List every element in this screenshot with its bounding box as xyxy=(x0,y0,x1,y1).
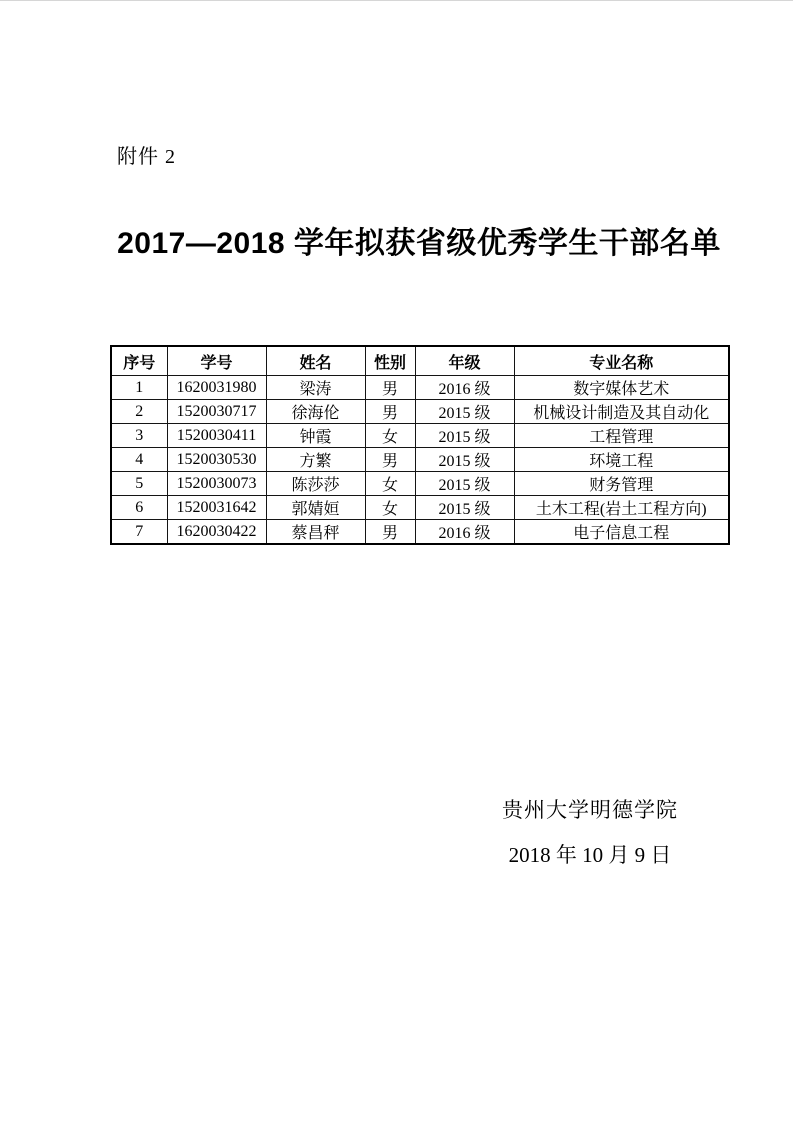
table-row xyxy=(111,448,729,472)
table-cell: 陈莎莎 xyxy=(266,472,365,496)
table-cell: 女 xyxy=(365,472,415,496)
table-row xyxy=(111,376,729,400)
table-cell: 1520031642 xyxy=(167,496,266,520)
table-cell: 1520030530 xyxy=(167,448,266,472)
table-cell: 女 xyxy=(365,424,415,448)
table-cell: 2015 级 xyxy=(415,400,514,424)
table-row xyxy=(111,520,729,545)
table-cell: 2015 级 xyxy=(415,472,514,496)
table-cell: 徐海伦 xyxy=(266,400,365,424)
column-header: 姓名 xyxy=(266,346,365,376)
table-cell: 男 xyxy=(365,400,415,424)
signature-date: 2018 年 10 月 9 日 xyxy=(508,843,672,867)
table-cell: 女 xyxy=(365,496,415,520)
table-cell: 方繁 xyxy=(266,448,365,472)
table-cell: 男 xyxy=(365,376,415,400)
student-table xyxy=(110,345,730,545)
table-row xyxy=(111,496,729,520)
column-header: 年级 xyxy=(415,346,514,376)
table-cell: 2016 级 xyxy=(415,520,514,545)
table-cell: 2015 级 xyxy=(415,448,514,472)
table-cell: 1520030073 xyxy=(167,472,266,496)
table-cell: 5 xyxy=(111,472,167,496)
table-cell: 1620030422 xyxy=(167,520,266,545)
column-header: 序号 xyxy=(111,346,167,376)
table-row xyxy=(111,400,729,424)
column-header: 性别 xyxy=(365,346,415,376)
table-cell: 2 xyxy=(111,400,167,424)
table-cell: 郭婧姮 xyxy=(266,496,365,520)
signature-organization: 贵州大学明德学院 xyxy=(502,798,678,822)
table-row xyxy=(111,424,729,448)
table-cell: 2015 级 xyxy=(415,424,514,448)
table-cell: 电子信息工程 xyxy=(514,520,729,545)
table-cell: 工程管理 xyxy=(514,424,729,448)
table-cell: 数字媒体艺术 xyxy=(514,376,729,400)
column-header: 专业名称 xyxy=(514,346,729,376)
column-header: 学号 xyxy=(167,346,266,376)
table-cell: 6 xyxy=(111,496,167,520)
table-cell: 男 xyxy=(365,448,415,472)
attachment-label: 附件 2 xyxy=(117,146,176,168)
table-cell: 财务管理 xyxy=(514,472,729,496)
page-top-edge xyxy=(0,0,793,1)
page-title: 2017—2018 学年拟获省级优秀学生干部名单 xyxy=(117,227,721,260)
table-cell: 蔡昌秤 xyxy=(266,520,365,545)
table-cell: 机械设计制造及其自动化 xyxy=(514,400,729,424)
table-cell: 环境工程 xyxy=(514,448,729,472)
table-cell: 2015 级 xyxy=(415,496,514,520)
table-cell: 1620031980 xyxy=(167,376,266,400)
table-cell: 3 xyxy=(111,424,167,448)
table-cell: 7 xyxy=(111,520,167,545)
table-cell: 4 xyxy=(111,448,167,472)
table-cell: 钟霞 xyxy=(266,424,365,448)
table-cell: 土木工程(岩土工程方向) xyxy=(514,496,729,520)
table-body xyxy=(111,376,729,545)
table-cell: 男 xyxy=(365,520,415,545)
table-header-row xyxy=(111,346,729,376)
table-cell: 1520030411 xyxy=(167,424,266,448)
table-cell: 梁涛 xyxy=(266,376,365,400)
table-cell: 1520030717 xyxy=(167,400,266,424)
table-row xyxy=(111,472,729,496)
table-cell: 1 xyxy=(111,376,167,400)
table-cell: 2016 级 xyxy=(415,376,514,400)
